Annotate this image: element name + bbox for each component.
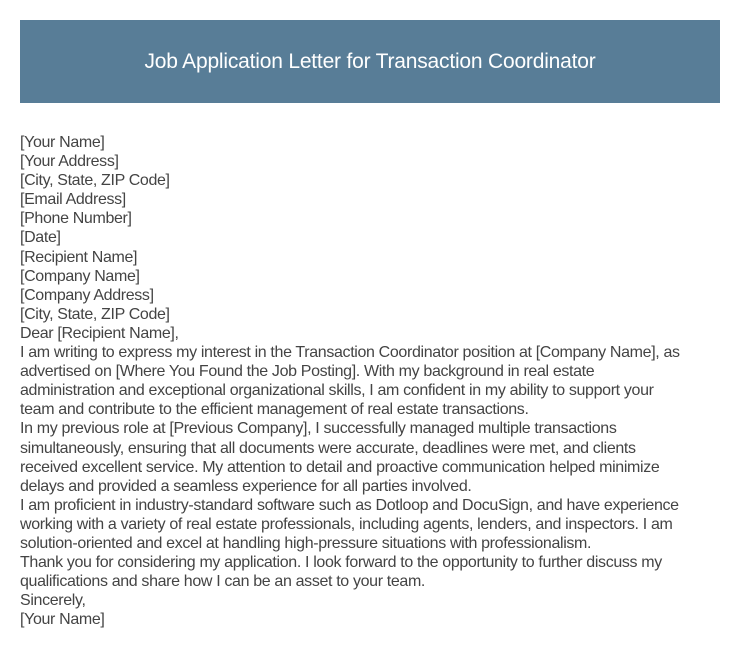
letter-line: simultaneously, ensuring that all documents were accurate, deadlines were met, and clients (20, 439, 636, 457)
letter-body (20, 133, 730, 629)
letter-line: Sincerely, (20, 592, 86, 610)
letter-line: working with a variety of real estate professionals, including agents, lenders, and inspectors. I am (20, 515, 673, 533)
letter-line: administration and exceptional organizational skills, I am confident in my ability to support your (20, 382, 654, 400)
letter-line: [Your Name] (20, 134, 105, 151)
letter-line: qualifications and share how I can be an asset to your team. (20, 573, 426, 591)
letter-line: I am writing to express my interest in the Transaction Coordinator position at [Company Name], as (20, 344, 680, 362)
letter-line: In my previous role at [Previous Company], I successfully managed multiple transactions (20, 420, 617, 438)
page-title: Job Application Letter for Transaction Coordinator (144, 49, 596, 73)
title-banner (20, 20, 720, 103)
letter-line: [Date] (20, 229, 61, 247)
letter-line: [Company Name] (20, 267, 140, 285)
letter-line: Thank you for considering my application. I look forward to the opportunity to further discuss my (20, 554, 662, 572)
letter-line: I am proficient in industry-standard software such as Dotloop and DocuSign, and have experience (20, 496, 679, 514)
letter-line: [Your Address] (20, 153, 119, 171)
letter-line: Dear [Recipient Name], (20, 324, 179, 342)
letter-line: advertised on [Where You Found the Job Posting]. With my background in real estate (20, 363, 595, 381)
letter-line: [Your Name] (20, 611, 105, 629)
letter-line: received excellent service. My attention to detail and proactive communication helped minimize (20, 458, 660, 476)
letter-line: [Email Address] (20, 191, 126, 209)
letter-line: [City, State, ZIP Code] (20, 172, 170, 190)
letter-line: solution-oriented and excel at handling high-pressure situations with professionalism. (20, 534, 592, 552)
letter-line: [Phone Number] (20, 210, 132, 228)
letter-line: [Recipient Name] (20, 248, 138, 266)
letter-line: [City, State, ZIP Code] (20, 305, 170, 323)
letter-line: team and contribute to the efficient management of real estate transactions. (20, 401, 529, 419)
letter-line: [Company Address] (20, 286, 154, 304)
letter-line: delays and provided a seamless experience for all parties involved. (20, 477, 472, 495)
